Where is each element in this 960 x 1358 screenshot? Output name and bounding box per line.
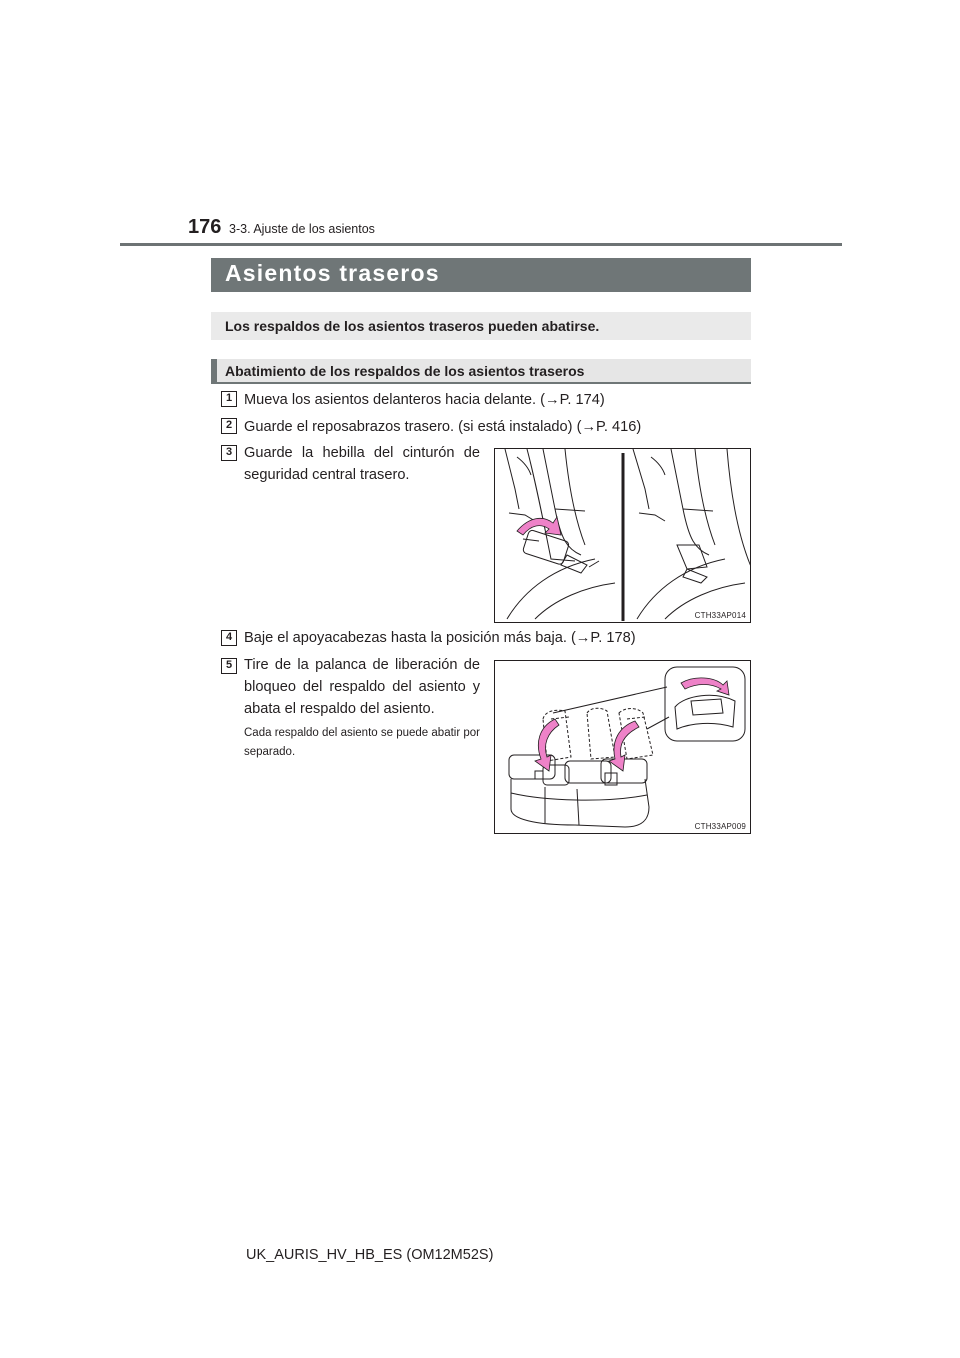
intro-text: Los respaldos de los asientos traseros pueden abatirse. bbox=[225, 318, 600, 334]
section-title: Asientos traseros bbox=[225, 260, 440, 286]
section-banner bbox=[211, 258, 751, 292]
step-number-4: 4 bbox=[221, 630, 237, 646]
step-number-5: 5 bbox=[221, 658, 237, 674]
step-number-3: 3 bbox=[221, 445, 237, 461]
step-number-2: 2 bbox=[221, 418, 237, 434]
footer-code: UK_AURIS_HV_HB_ES (OM12M52S) bbox=[246, 1247, 494, 1263]
step-number-1: 1 bbox=[221, 391, 237, 407]
header-rule bbox=[120, 243, 842, 246]
subsection-title: Abatimiento de los respaldos de los asientos traseros bbox=[225, 363, 585, 379]
intro-box bbox=[211, 312, 751, 340]
subsection-heading bbox=[211, 359, 751, 384]
seatbelt-buckle-illustration bbox=[495, 449, 751, 623]
figure-seatback-fold bbox=[494, 660, 751, 834]
step-text-1: Mueva los asientos delanteros hacia delante. (→P. 174) bbox=[244, 392, 605, 408]
step-note-5: Cada respaldo del asiento se puede abatir por separado. bbox=[244, 727, 480, 758]
figure-code-1: CTH33AP014 bbox=[694, 611, 746, 620]
step-text-3: Guarde la hebilla del cinturón de seguridad central trasero. bbox=[244, 445, 480, 483]
step-text-5: Tire de la palanca de liberación de bloqueo del respaldo del asiento y abata el respaldo del asiento. bbox=[244, 657, 480, 717]
seatback-fold-illustration bbox=[495, 661, 751, 834]
figure-code-2: CTH33AP009 bbox=[694, 822, 746, 831]
page-number: 176 bbox=[188, 216, 222, 238]
step-text-2: Guarde el reposabrazos trasero. (si está instalado) (→P. 416) bbox=[244, 419, 642, 435]
figure-seatbelt-buckle bbox=[494, 448, 751, 623]
running-head: 3-3. Ajuste de los asientos bbox=[229, 222, 375, 236]
step-text-4: Baje el apoyacabezas hasta la posición más baja. (→P. 178) bbox=[244, 630, 636, 646]
